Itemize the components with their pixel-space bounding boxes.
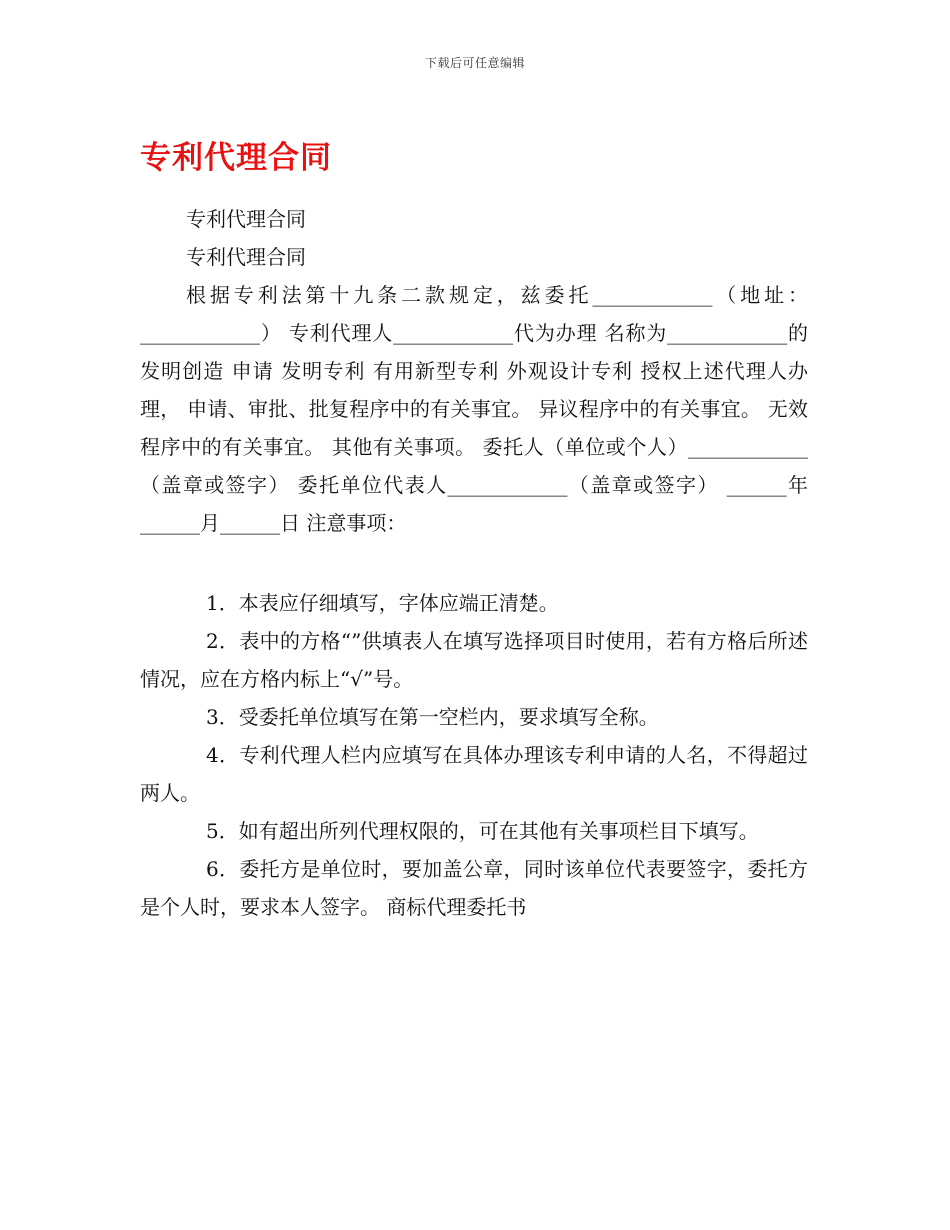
note-item: 6．委托方是单位时，要加盖公章，同时该单位代表要签字，委托方是个人时，要求本人签字。 商标代理委托书 <box>140 857 808 919</box>
body-paragraph: 根据专利法第十九条二款规定，兹委托____________（地址：____________） 专利代理人____________代为办理 名称为____________的发明创造 申请 发明专利 有用新型专利 外观设计专利 授权上述代理人办理， 申请、审批、批复程序中的有关事宜。 异议程序中的有关事宜。 无效程序中的有关事宜。 其他有关事项。 委托人（单位或个人）____________（盖章或签字） 委托单位代表人____________（盖章或签字） ______年______月______日 注意事项： <box>140 283 808 535</box>
note-item: 4．专利代理人栏内应填写在具体办理该专利申请的人名，不得超过两人。 <box>140 743 808 805</box>
subtitle-line: 专利代理合同 <box>186 245 306 269</box>
document-title: 专利代理合同 <box>140 140 332 176</box>
note-item: 1．本表应仔细填写，字体应端正清楚。 <box>206 591 559 615</box>
notes-list <box>140 584 808 926</box>
document-body <box>140 200 808 926</box>
note-item: 2．表中的方格“”供填表人在填写选择项目时使用，若有方格后所述情况，应在方格内标上“√”号。 <box>140 629 808 691</box>
subtitle-line: 专利代理合同 <box>186 207 306 231</box>
page-header: 下载后可任意编辑 <box>424 56 525 70</box>
note-item: 5．如有超出所列代理权限的，可在其他有关事项栏目下填写。 <box>206 819 759 843</box>
note-item: 3．受委托单位填写在第一空栏内，要求填写全称。 <box>206 705 659 729</box>
